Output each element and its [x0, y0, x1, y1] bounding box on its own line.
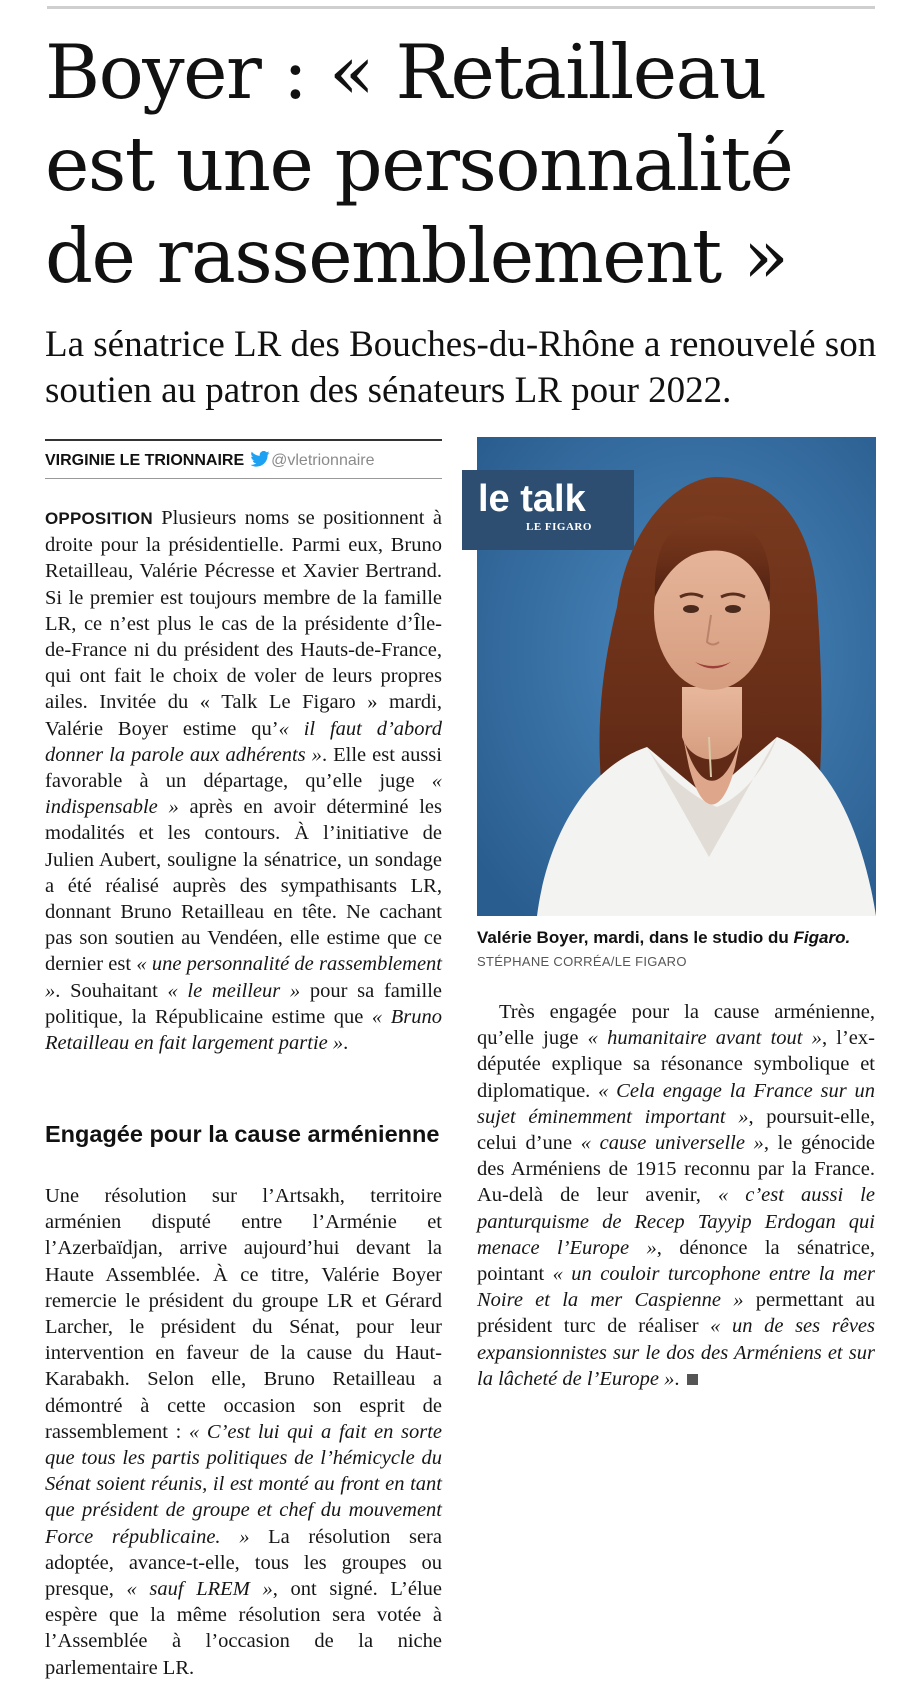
photo-credit: STÉPHANE CORRÉA/LE FIGARO	[477, 954, 687, 969]
le-figaro-logo-text: LE FIGARO	[526, 521, 592, 533]
end-of-article-mark	[687, 1374, 698, 1385]
twitter-bird-icon	[250, 451, 270, 467]
article-paragraph-1: OPPOSITION Plusieurs noms se positionnent à droite pour la présidentielle. Parmi eux, Bruno Retailleau, Valérie Pécresse et Xavier Bertrand. Si le premier est toujours membre de la famille LR, ce n’est plus le cas de la présidente d’Île-de-France ni du président des Hauts-de-France, qui ont fait le choix de voler de leurs propres ailes. Invitée du « Talk Le Figaro » mardi, Valérie Boyer estime qu’« il faut d’abord donner la parole aux adhérents ». Elle est aussi favorable à un départage, qu’elle juge « indispensable » après en avoir déterminé les modalités et les contours. À l’initiative de Julien Aubert, souligne la sénatrice, un sondage a été réalisé auprès des sympathisants LR, donnant Bruno Retailleau en tête. Ne cachant pas son soutien au Vendéen, elle estime que ce dernier est « une personnalité de rassemblement ». Souhaitant « le meilleur » pour sa famille politique, la Républicaine estime que « Bruno Retailleau en fait largement partie ».	[45, 507, 442, 1055]
byline-bottom-rule	[45, 478, 442, 479]
top-rule	[0, 0, 905, 16]
le-talk-logo	[462, 470, 634, 550]
le-talk-logo-text: le talk	[478, 478, 586, 520]
photo-caption: Valérie Boyer, mardi, dans le studio du Figaro. STÉPHANE CORRÉA/LE FIGARO	[477, 928, 851, 969]
byline-top-rule	[45, 439, 442, 441]
byline	[45, 449, 442, 473]
article-paragraph-3: Très engagée pour la cause arménienne, qu’elle juge « humanitaire avant tout », l’ex-députée explique sa résonance symbolique et diplomatique. « Cela engage la France sur un sujet éminemment important », poursuit-elle, celui d’une « cause universelle », le génocide des Arméniens de 1915 reconnu par la France. Au-delà de leur avenir, « c’est aussi le panturquisme de Recep Tayyip Erdogan qui menace l’Europe », dénonce la sénatrice, pointant « un couloir turcophone entre la mer Noire et la mer Caspienne » permettant au président turc de réaliser « un de ses rêves expansionnistes sur le dos des Arméniens et sur la lâcheté de l’Europe ».	[477, 1001, 876, 1390]
byline-author: VIRGINIE LE TRIONNAIRE	[45, 452, 245, 469]
article-column-left	[45, 505, 442, 1056]
article-column-left-lower	[45, 1183, 442, 1681]
article-subhead: Engagée pour la cause arménienne	[45, 1121, 440, 1147]
headline: Boyer : « Retailleau est une personnalité de rassemblement »	[45, 28, 793, 300]
article-column-right	[477, 999, 875, 1392]
byline-twitter-handle[interactable]: @vletrionnaire	[271, 452, 375, 469]
article-paragraph-2: Une résolution sur l’Artsakh, territoire arménien disputé entre l’Arménie et l’Azerbaïdjan, arrive aujourd’hui devant la Haute Assemblée. À ce titre, Valérie Boyer remercie le président du groupe LR et Gérard Larcher, le président du Sénat, pour leur intervention en faveur de la cause du Haut-Karabakh. Selon elle, Bruno Retailleau a démontré à cette occasion son esprit de rassemblement : « C’est lui qui a fait en sorte que tous les partis politiques de l’hémicycle du Sénat soient réunis, il est monté au front en tant que président de groupe et chef du mouvement Force républicaine. » La résolution sera adoptée, avance-t-elle, tous les groupes ou presque, « sauf LREM », ont signé. L’élue espère que la même résolution sera votée à l’Assemblée à l’occasion de la niche parlementaire LR.	[45, 1185, 442, 1679]
standfirst: La sénatrice LR des Bouches-du-Rhône a renouvelé son soutien au patron des sénateurs LR pour 2022.	[45, 324, 877, 411]
article-kicker: OPPOSITION	[45, 509, 153, 528]
